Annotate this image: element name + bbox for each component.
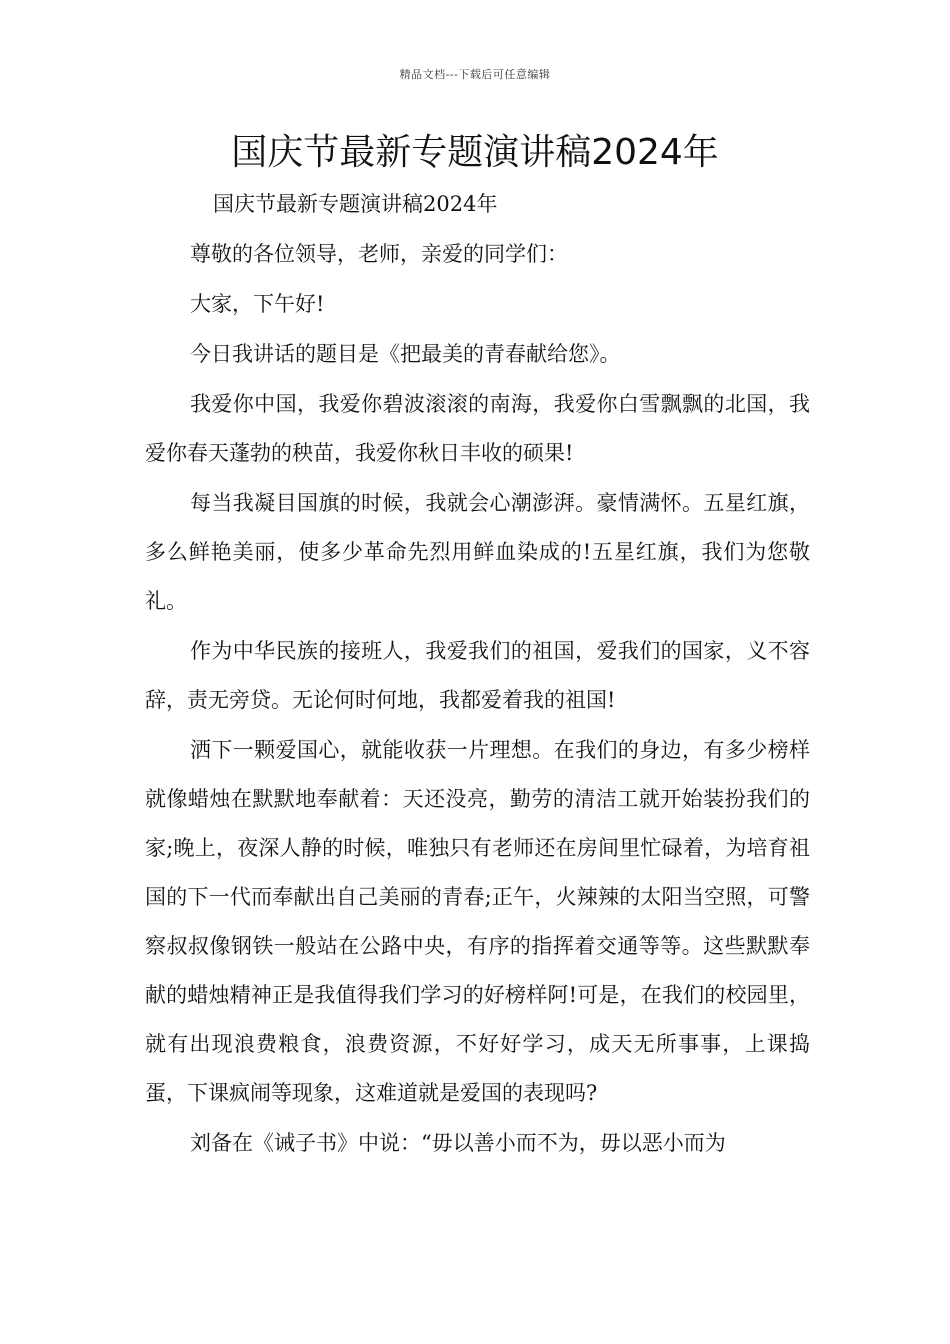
greeting-paragraph: 尊敬的各位领导，老师，亲爱的同学们： (190, 242, 568, 266)
subtitle-paragraph: 国庆节最新专题演讲稿2024年 (213, 192, 498, 216)
document-title: 国庆节最新专题演讲稿2024年 (231, 132, 719, 173)
body-paragraph: 每当我凝目国旗的时候，我就会心潮澎湃。豪情满怀。五星红旗，多么鲜艳美丽，使多少革命先烈用鲜血染成的!五星红旗，我们为您敬礼。 (145, 491, 810, 613)
body-paragraph: 作为中华民族的接班人，我爱我们的祖国，爱我们的国家，义不容辞，责无旁贷。无论何时何地，我都爱着我的祖国! (145, 639, 810, 712)
salutation-paragraph: 大家，下午好! (190, 292, 325, 316)
document-body (145, 180, 810, 1168)
body-paragraph: 我爱你中国，我爱你碧波滚滚的南海，我爱你白雪飘飘的北国，我爱你春天蓬勃的秧苗，我爱你秋日丰收的硕果! (145, 392, 810, 465)
body-paragraph: 洒下一颗爱国心，就能收获一片理想。在我们的身边，有多少榜样就像蜡烛在默默地奉献着：天还没亮，勤劳的清洁工就开始装扮我们的家;晚上，夜深人静的时候，唯独只有老师还在房间里忙碌着，为培育祖国的下一代而奉献出自己美丽的青春;正午，火辣辣的太阳当空照，可警察叔叔像钢铁一般站在公路中央，有序的指挥着交通等等。这些默默奉献的蜡烛精神正是我值得我们学习的好榜样阿!可是，在我们的校园里，就有出现浪费粮食，浪费资源，不好好学习，成天无所事事，上课捣蛋，下课疯闹等现象，这难道就是爱国的表现吗? (145, 738, 810, 1105)
topic-paragraph: 今日我讲话的题目是《把最美的青春献给您》。 (190, 342, 621, 366)
header-note: 精品文档---下载后可任意编辑 (399, 68, 551, 81)
body-paragraph: 刘备在《诫子书》中说：“毋以善小而不为，毋以恶小而为 (190, 1131, 726, 1155)
